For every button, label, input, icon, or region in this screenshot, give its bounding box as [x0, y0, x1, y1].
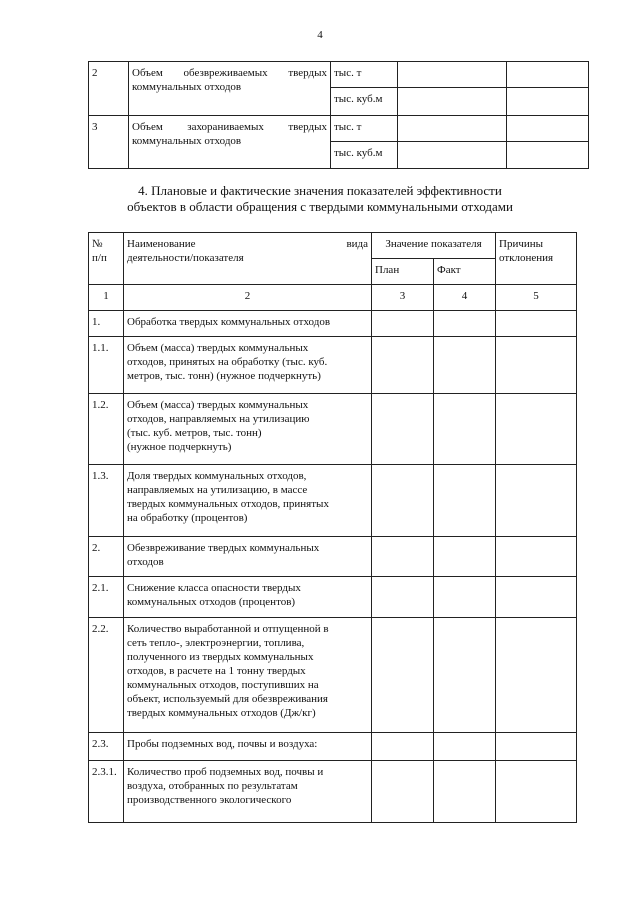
unit-cell: тыс. т — [331, 62, 398, 88]
column-number: 4 — [434, 285, 496, 311]
unit-cell: тыс. куб.м — [331, 88, 398, 116]
column-number: 1 — [89, 285, 124, 311]
table-row — [89, 311, 577, 337]
header-row — [89, 233, 577, 259]
reasons-cell — [496, 394, 577, 465]
reasons-cell — [496, 733, 577, 761]
value-cell — [398, 88, 507, 116]
fact-cell — [434, 733, 496, 761]
header-value: Значение показателя — [372, 233, 496, 259]
row-number: 1.2. — [89, 394, 124, 465]
fact-cell — [434, 337, 496, 394]
row-number: 2.1. — [89, 577, 124, 618]
section-title — [0, 183, 640, 215]
fact-cell — [434, 537, 496, 577]
column-number: 5 — [496, 285, 577, 311]
column-numbers-row — [89, 285, 577, 311]
fact-cell — [434, 618, 496, 733]
indicator-name: Доля твердых коммунальных отходов, направляемых на утилизацию, в массе твердых коммунальных отходов, принятых на обработку (процентов) — [124, 465, 372, 537]
indicator-name: Обработка твердых коммунальных отходов — [124, 311, 372, 337]
value-cell — [398, 116, 507, 142]
header-plan: План — [372, 259, 434, 285]
fact-cell — [434, 465, 496, 537]
plan-cell — [372, 394, 434, 465]
fact-cell — [434, 577, 496, 618]
indicator-name: Пробы подземных вод, почвы и воздуха: — [124, 733, 372, 761]
value-cell — [507, 142, 589, 169]
reasons-cell — [496, 337, 577, 394]
header-name — [124, 233, 372, 285]
indicator-name: Объем обезвреживаемых твердых коммунальных отходов — [129, 62, 331, 116]
row-number: 2 — [89, 62, 129, 116]
table-row — [89, 337, 577, 394]
continued-table — [88, 61, 589, 169]
plan-cell — [372, 577, 434, 618]
value-cell — [507, 116, 589, 142]
table-row — [89, 62, 589, 88]
reasons-cell — [496, 761, 577, 823]
fact-cell — [434, 311, 496, 337]
plan-cell — [372, 311, 434, 337]
row-number: 1.3. — [89, 465, 124, 537]
header-name-right: вида — [346, 238, 368, 250]
page-number: 4 — [317, 29, 323, 41]
header-reasons: Причины отклонения — [496, 233, 577, 285]
table-row — [89, 394, 577, 465]
reasons-cell — [496, 537, 577, 577]
section-title-line: 4. Плановые и фактические значения показателей эффективности — [138, 183, 502, 198]
indicator-name: Обезвреживание твердых коммунальных отходов — [124, 537, 372, 577]
row-number: 3 — [89, 116, 129, 169]
table-row — [89, 618, 577, 733]
row-number: 1.1. — [89, 337, 124, 394]
column-number: 3 — [372, 285, 434, 311]
reasons-cell — [496, 577, 577, 618]
header-name-left: Наименование — [127, 238, 196, 250]
table-row — [89, 116, 589, 142]
value-cell — [398, 62, 507, 88]
row-number: 2.3.1. — [89, 761, 124, 823]
row-number: 1. — [89, 311, 124, 337]
plan-cell — [372, 465, 434, 537]
reasons-cell — [496, 311, 577, 337]
value-cell — [507, 88, 589, 116]
fact-cell — [434, 394, 496, 465]
unit-cell: тыс. куб.м — [331, 142, 398, 169]
indicator-name: Количество выработанной и отпущенной в сеть тепло-, электроэнергии, топлива, полученного из твердых коммунальных отходов, в расчете на 1 тонну твердых коммунальных отходов, поступивших на объект, используемый для обезвреживания твердых коммунальных отходов (Дж/кг) — [124, 618, 372, 733]
indicator-name: Объем (масса) твердых коммунальных отходов, направляемых на утилизацию (тыс. куб. метров, тыс. тонн) (нужное подчеркнуть) — [124, 394, 372, 465]
value-cell — [507, 62, 589, 88]
header-name-line2: деятельности/показателя — [127, 252, 244, 264]
table-row — [89, 577, 577, 618]
fact-cell — [434, 761, 496, 823]
row-number: 2. — [89, 537, 124, 577]
value-cell — [398, 142, 507, 169]
indicators-table — [88, 232, 577, 823]
unit-cell: тыс. т — [331, 116, 398, 142]
row-number: 2.3. — [89, 733, 124, 761]
indicator-name: Объем (масса) твердых коммунальных отходов, принятых на обработку (тыс. куб. метров, тыс. тонн) (нужное подчеркнуть) — [124, 337, 372, 394]
plan-cell — [372, 337, 434, 394]
plan-cell — [372, 537, 434, 577]
column-number: 2 — [124, 285, 372, 311]
table-row — [89, 761, 577, 823]
table-row — [89, 537, 577, 577]
indicator-name: Снижение класса опасности твердых коммунальных отходов (процентов) — [124, 577, 372, 618]
indicator-name: Объем захораниваемых твердых коммунальных отходов — [129, 116, 331, 169]
section-title-line: объектов в области обращения с твердыми коммунальными отходами — [127, 199, 513, 214]
table-row — [89, 733, 577, 761]
header-fact: Факт — [434, 259, 496, 285]
plan-cell — [372, 618, 434, 733]
header-number: № п/п — [89, 233, 124, 285]
reasons-cell — [496, 465, 577, 537]
reasons-cell — [496, 618, 577, 733]
row-number: 2.2. — [89, 618, 124, 733]
table-row — [89, 465, 577, 537]
plan-cell — [372, 733, 434, 761]
plan-cell — [372, 761, 434, 823]
indicator-name: Количество проб подземных вод, почвы и воздуха, отобранных по результатам производственного экологического — [124, 761, 372, 823]
